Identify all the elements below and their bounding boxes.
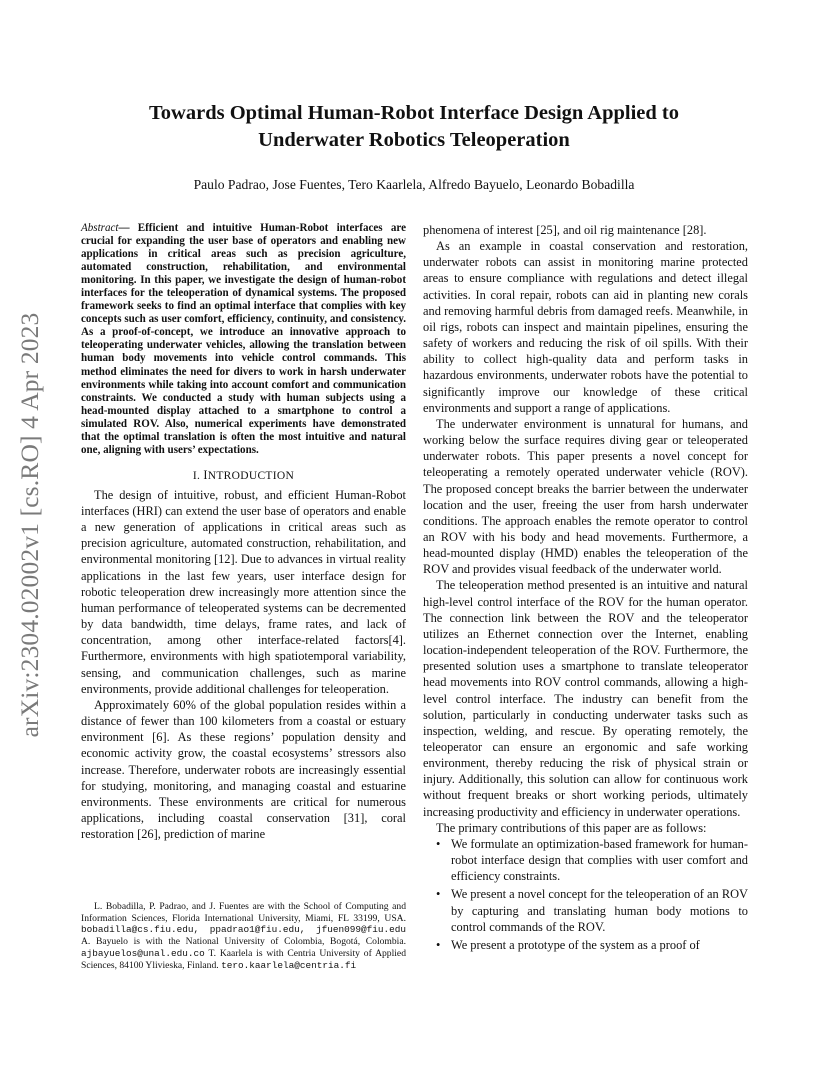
section-heading-introduction	[81, 468, 406, 483]
right-body	[423, 222, 748, 836]
body-paragraph: The design of intuitive, robust, and efficient Human-Robot interfaces (HRI) can extend the user base of operators and enable a new generation of applications in critical areas such as precision agriculture, automated construction, rehabilitation, and environmental monitoring [12]. Due to advances in virtual reality applications in the last few years, user interface design for robotic teleoperation drew increasingly more attention since the human performance of teleoperated systems can be decremented by data bandwidth, time delays, frame rates, and lack of concentration, among other interface-related factors[4]. Furthermore, environments with high spatiotemporal variability, sensing, and communication challenges, such as marine environments, provide additional challenges for teleoperation.	[81, 487, 406, 696]
body-paragraph: The underwater environment is unnatural for humans, and working below the surface requires diving gear or teleoperated underwater robots. This paper presents a novel concept for teleoperating a remotely operated underwater vehicle (ROV). The proposed concept breaks the barrier between the underwater location and the user, freeing the user from harsh underwater conditions. The approach enables the remote operator to control an ROV with his body and head movements. Furthermore, a head-mounted display (HMD) enables the teleoperation of the ROV and provides visual feedback of the underwater world.	[423, 416, 748, 577]
bullet-icon: •	[436, 887, 441, 902]
section-title-rest: NTRODUCTION	[207, 469, 295, 482]
abstract	[81, 222, 406, 457]
footnote-part-2: A. Bayuelo is with the National University of Colombia, Bogotá, Colombia.	[81, 936, 406, 948]
contribution-text: We formulate an optimization-based framework for human-robot interface design that complies with user comfort and efficiency constraints.	[451, 836, 748, 884]
left-body	[81, 487, 406, 842]
footnote-email-1: bobadilla@cs.fiu.edu, ppadrao1@fiu.edu, jfuen099@fiu.edu	[81, 924, 406, 936]
contribution-text: We present a novel concept for the teleoperation of an ROV by capturing and translating human body motions to control commands of the ROV.	[451, 887, 748, 934]
paper-title	[100, 100, 728, 154]
body-paragraph: The primary contributions of this paper are as follows:	[436, 820, 707, 835]
contributions-list	[423, 836, 748, 953]
footnote-part-1: L. Bobadilla, P. Padrao, and J. Fuentes are with the School of Computing and Information Sciences, Florida International University, Miami, FL 33199, USA.	[81, 901, 406, 924]
paper-title-line-1: Towards Optimal Human-Robot Interface Design Applied to	[149, 102, 679, 124]
author-list: Paulo Padrao, Jose Fuentes, Tero Kaarlela, Alfredo Bayuelo, Leonardo Bobadilla	[193, 177, 635, 192]
left-column	[81, 222, 406, 842]
contribution-item	[436, 886, 748, 934]
footnote-email-2: ajbayuelos@unal.edu.co	[81, 947, 205, 959]
section-title-initial: I	[203, 467, 208, 482]
abstract-text: — Efficient and intuitive Human-Robot interfaces are crucial for expanding the user base of operators and enabling new applications in critical areas such as precision agriculture, automated construction, rehabilitation, and environmental monitoring. In this paper, we investigate the design of human-robot interfaces for the teleoperation of dynamical systems. The proposed framework seeks to find an optimal interface that complies with key concepts such as user comfort, efficiency, continuity, and consistency. As a proof-of-concept, we introduce an innovative approach to teleoperating underwater vehicles, allowing the translation between human body movements into vehicle control commands. This method eliminates the need for divers to work in harsh underwater environments while taking into account comfort and communication constraints. We conducted a study with human subjects using a head-mounted display attached to a smartphone to control a simulated ROV. Also, numerical experiments have demonstrated that the optimal translation is often the most intuitive and natural one, aligning with users’ expectations.	[81, 222, 406, 456]
arxiv-identifier: arXiv:2304.02002v1 [cs.RO] 4 Apr 2023	[15, 312, 44, 738]
bullet-icon: •	[436, 836, 441, 851]
section-number: I.	[192, 469, 201, 482]
contribution-text: We present a prototype of the system as a proof of	[451, 937, 700, 952]
arxiv-identifier-sidebar	[10, 290, 50, 760]
contribution-item	[436, 937, 748, 953]
contribution-item	[436, 836, 748, 884]
body-paragraph: Approximately 60% of the global population resides within a distance of fewer than 100 kilometers from a coastal or estuary environment [6]. As these regions’ population density and economic activity grow, the coastal ecosystems’ stressors also increase. Therefore, underwater robots are increasingly essential for studying, monitoring, and managing coastal and estuarine environments. These environments are critical for numerous applications, including coastal conservation [31], coral restoration [26], prediction of marine	[81, 697, 406, 842]
author-affiliation-footnote	[81, 901, 406, 971]
body-paragraph: The teleoperation method presented is an intuitive and natural high-level control interface of the ROV for the human operator. The connection link between the ROV and the teleoperator utilizes an Ethernet connection over the Internet, enabling location-independent teleoperation of the ROV. Furthermore, the presented solution uses a smartphone to translate teleoperator head movements into ROV control commands, allowing a high-level control interface. The industry can benefit from the solution, particularly in conducting underwater tasks such as inspection, welding, and rescue. By operating remotely, the teleoperator can ensure an ergonomic and safe working environment, thereby reducing the risk of physical strain or injury. Additionally, this solution can allow for continuous work without frequent breaks or short working periods, ultimately increasing productivity and efficiency in underwater operations.	[423, 578, 748, 819]
abstract-label: Abstract	[81, 222, 119, 234]
body-paragraph: As an example in coastal conservation and restoration, underwater robots can assist in monitoring marine protected areas to ensure compliance with regulations and detect illegal activities. In coral repair, robots can aid in planting new corals and removing harmful debris from damaged reefs. Meanwhile, in oil rigs, robots can inspect and maintain pipelines, ensuring the safety of workers and reducing the risk of oil spills. With their ability to collect high-quality data and perform tasks in hazardous environments, underwater robots have the potential to significantly improve our knowledge of these critical environments and support a range of applications.	[423, 239, 748, 415]
paper-title-line-2: Underwater Robotics Teleoperation	[258, 129, 570, 151]
right-column	[423, 222, 748, 955]
footnote-part-3: T. Kaarlela is with Centria University of Applied Sciences, 84100 Ylivieska, Finland.	[81, 947, 406, 971]
body-paragraph: phenomena of interest [25], and oil rig maintenance [28].	[423, 223, 707, 237]
footnote-email-3: tero.kaarlela@centria.fi	[221, 959, 357, 971]
bullet-icon: •	[436, 937, 441, 952]
